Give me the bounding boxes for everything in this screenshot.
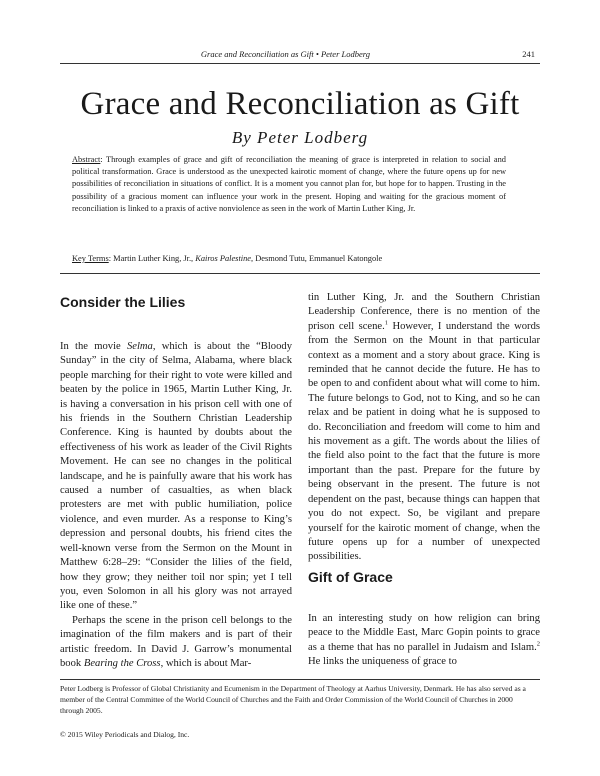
paragraph: In an interesting study on how religion can bring peace to the Middle East, Marc Gopin points to grace as a theme that has no parallel in Judaism and Islam.$^2$ He links the uniqueness of grace to [308, 613, 540, 668]
left-column [60, 340, 292, 671]
abstract [72, 154, 506, 215]
key-terms: Key Terms: Martin Luther King, Jr., Kairos Palestine, Desmond Tutu, Emmanuel Katongole [72, 254, 383, 263]
abstract-text: : Through examples of grace and gift of reconciliation the meaning of grace is interpreted in relation to social and political transformation. Grace is understood as the unexpected kairotic moment of change, where the future opens up for new possibilities of reconciliation in situations of conflict. It is a moment you cannot plan for, but hope for to happen. Trusting in the possibility of a gracious moment can influence your work in the present. Hoping and waiting for the gracious moment of reconciliation is linked to a praxis of active nonviolence as seen in the work of Martin Luther King, Jr. [72, 155, 506, 213]
running-head [60, 49, 540, 64]
footnote-marker: 2 [536, 640, 540, 648]
paragraph: In the movie Selma, which is about the “Bloody Sunday” in the city of Selma, Alabama, where black people marching for their right to vote were killed and beaten by the police in 1965, Martin Luther King, Jr. is having a conversation in his prison cell with one of his friends in the Southern Christian Leadership Conference. King is haunted by doubts about the effectiveness of his work as leader of the Civil Rights Movement. He can see no changes in the political landscape, and he is painfully aware that his work has caused a number of casualties, as when black protesters are met with public humiliation, police violence, and even murder. As a response to King’s depression and personal doubts, his friend cites the well-known verse from the Sermon on the Mount in Matthew 6:28–29: “Consider the lilies of the field, how they grow; they neither toil nor spin; yet I tell you, even Solomon in all his glory was not arrayed like one of these.” [60, 341, 292, 612]
footnote-divider [60, 679, 540, 680]
right-column-bottom [308, 612, 540, 670]
author-footnote: Peter Lodberg is Professor of Global Christianity and Ecumenism in the Department of Theology at Aarhus University, Denmark. He has also served as a member of the Central Committee of the World Council of Churches and the Faith and Order Commission of the World Council of Churches in 2000 through 2005. [60, 684, 526, 715]
article-title: Grace and Reconciliation as Gift [80, 86, 520, 122]
byline: By Peter Lodberg [231, 128, 369, 147]
divider [60, 273, 540, 274]
key-terms-label: Key Terms [72, 254, 109, 263]
paragraph: tin Luther King, Jr. and the Southern Christian Leadership Conference, there is no mention of the prison cell scene.$^1$ However, I understand the words from the Sermon on the Mount in that particular context as a moment and a story about grace. King is reminded that he cannot decide the future. He has to be open to and confident about what will come to him. The future belongs to God, not to King, and so he can relax and be patient in doing what he is supposed to do. Reconciliation and freedom will come to him and his movement as a gift. The words about the lilies of the field also point to the fact that the future is more important than the past. Prepare for the future by being observant in the present. The future is not dependent on the past, because things can happen that you do not expect. So, be vigilant and prepare yourself for the kairotic moment of change, when the future opens up for a number of unexpected possibilities. [308, 292, 540, 563]
copyright: © 2015 Wiley Periodicals and Dialog, Inc. [60, 730, 190, 739]
page-number: 241 [522, 49, 535, 59]
running-head-title: Grace and Reconciliation as Gift • Peter Lodberg [200, 49, 370, 59]
footnote-marker: 1 [384, 319, 389, 327]
right-column-top [308, 291, 540, 565]
paragraph: Perhaps the scene in the prison cell belongs to the imagination of the film makers and is part of their artistic freedom. In David J. Garrow’s monumental book Bearing the Cross, which is about Mar- [60, 614, 292, 669]
abstract-label: Abstract [72, 155, 101, 164]
section-heading-consider-the-lilies: Consider the Lilies [60, 294, 186, 310]
section-heading-gift-of-grace: Gift of Grace [308, 569, 393, 585]
